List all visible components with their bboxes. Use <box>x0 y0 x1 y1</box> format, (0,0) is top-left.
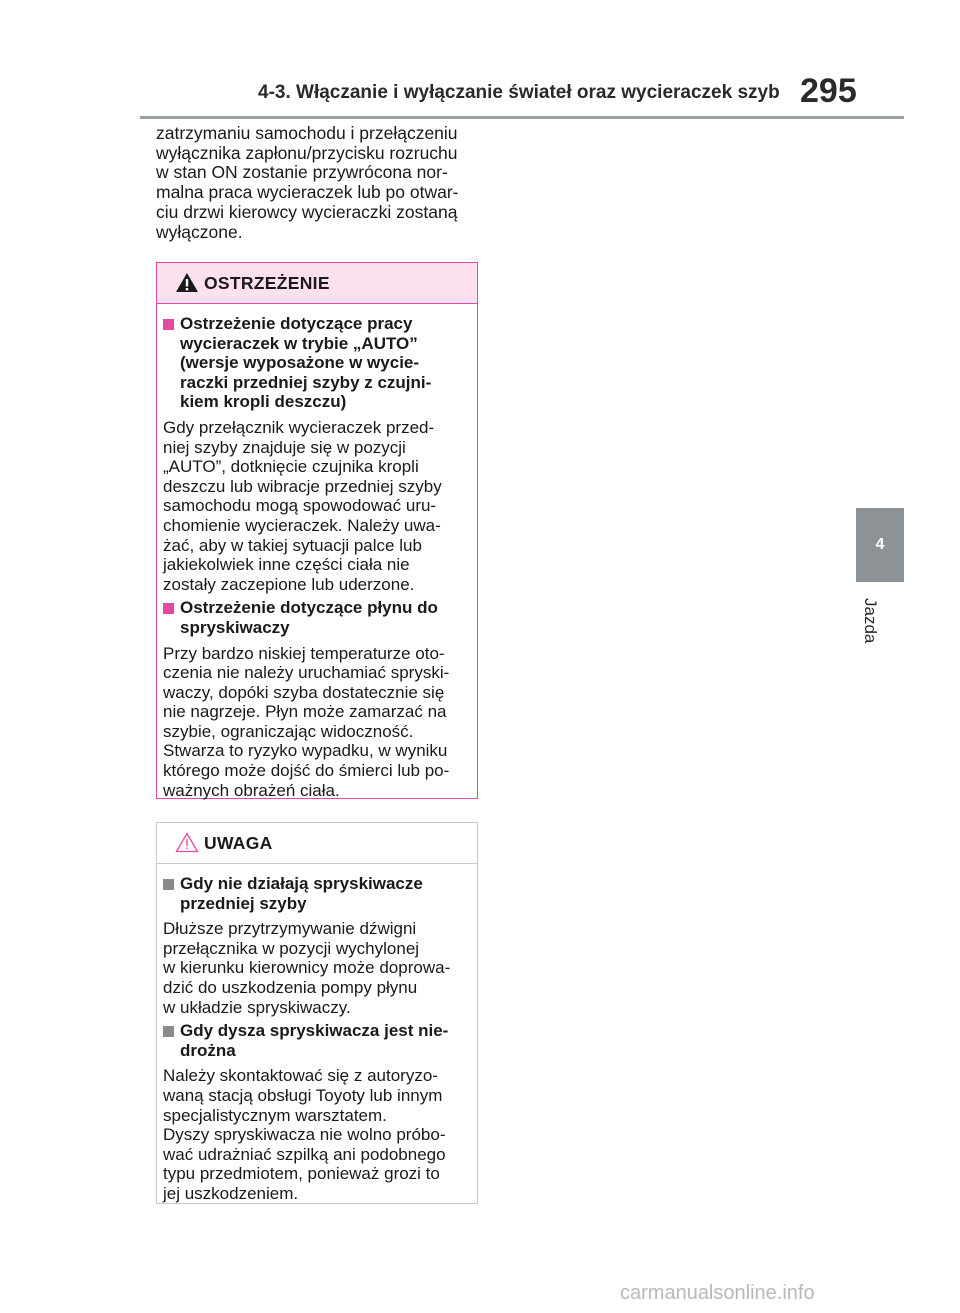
subheading-text: Gdy nie działają spryskiwacze przedniej szyby <box>180 874 423 913</box>
notice-heading: UWAGA <box>204 833 273 853</box>
notice-header <box>157 823 477 864</box>
notice-body <box>157 864 477 1204</box>
watermark: carmanualsonline.info <box>620 1282 815 1304</box>
chapter-label: Jazda <box>861 598 880 644</box>
notice-paragraph-nozzle-clogged: Należy skontaktować się z autoryzo- waną stacją obsługi Toyoty lub innym specjalistycznym warsztatem. Dyszy spryskiwacza nie wolno próbo- wać udrażniać szpilką ani podobnego typu przedmiotem, ponieważ grozi to jej uszkodzeniem. <box>163 1066 446 1203</box>
warning-body <box>157 304 477 800</box>
subheading-text: Gdy dysza spryskiwacza jest nie- drożna <box>180 1021 449 1060</box>
notice-subheading-washers-not-working <box>163 874 471 913</box>
warning-subheading-auto-mode <box>163 314 471 412</box>
warning-header <box>157 263 477 304</box>
notice-paragraph-washers-not-working: Dłuższe przytrzymywanie dźwigni przełącznika w pozycji wychylonej w kierunku kierownicy może doprowa- dzić do uszkodzenia pompy płynu w układzie spryskiwaczy. <box>163 919 451 1017</box>
bullet-square-icon <box>163 319 174 330</box>
warning-heading: OSTRZEŻENIE <box>204 273 330 293</box>
bullet-square-icon <box>163 1026 174 1037</box>
warning-box <box>156 262 478 799</box>
subheading-text: Ostrzeżenie dotyczące płynu do spryskiwaczy <box>180 598 438 637</box>
section-title: 4-3. Włączanie i wyłączanie świateł oraz wycieraczek szyb <box>258 82 780 103</box>
page-number: 295 <box>800 72 857 110</box>
warning-subheading-washer-fluid <box>163 598 471 637</box>
warning-triangle-icon <box>175 272 199 293</box>
notice-box <box>156 822 478 1204</box>
header-divider <box>140 116 904 119</box>
bullet-square-icon <box>163 603 174 614</box>
caution-triangle-icon <box>175 832 199 853</box>
chapter-tab[interactable]: 4 <box>856 508 904 582</box>
subheading-text: Ostrzeżenie dotyczące pracy wycieraczek w trybie „AUTO” (wersje wyposażone w wycie- raczki przedniej szyby z czujni- kiem kropli deszczu) <box>180 314 432 412</box>
warning-paragraph-washer-fluid: Przy bardzo niskiej temperaturze oto- czenia nie należy uruchamiać spryski- waczy, dopóki szyba dostatecznie się nie nagrzeje. Płyn może zamarzać na szybie, ograniczając widoczność. Stwarza to ryzyko wypadku, w wyniku którego może dojść do śmierci lub po- ważnych obrażeń ciała. <box>163 643 450 800</box>
intro-paragraph: zatrzymaniu samochodu i przełączeniu wyłącznika zapłonu/przycisku rozruchu w stan ON zostanie przywrócona nor- malna praca wycieraczek lub po otwar- ciu drzwi kierowcy wycieraczki zostaną wyłączone. <box>156 123 459 242</box>
bullet-square-icon <box>163 879 174 890</box>
notice-subheading-nozzle-clogged <box>163 1021 471 1060</box>
warning-paragraph-auto-mode: Gdy przełącznik wycieraczek przed- niej szyby znajduje się w pozycji „AUTO”, dotknięcie czujnika kropli deszczu lub wibracje przedniej szyby samochodu mogą spowodować uru- chomienie wycieraczek. Należy uwa- żać, aby w takiej sytuacji palce lub jakiekolwiek inne części ciała nie zostały zaczepione lub uderzone. <box>163 417 442 594</box>
